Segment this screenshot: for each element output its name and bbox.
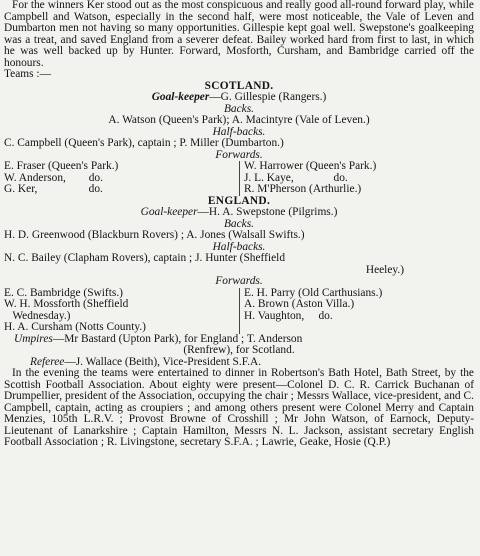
scotland-forwards <box>4 161 474 196</box>
player-line: A. Brown (Aston Villa.) <box>244 298 355 310</box>
england-goalkeeper: —H. A. Swepstone (Pilgrims.) <box>197 206 338 218</box>
scotland-goalkeeper: —G. Gillespie (Rangers.) <box>209 91 327 103</box>
player-line: R. M'Pherson (Arthurlie.) <box>244 183 362 195</box>
match-report-paragraph: For the winners Ker stood out as the most conspicuous and really good all-round forward play, while Campbell and Watson, especially in the second half, were most noticeable, the Vale of Leven and Dumbarton men not having so many opportunities. Gillespie kept goal well. Swepstone's goalkeeping was a treat, and saved England from a severer defeat. Bailey worked hard from first to last, in which he was well backed up by Hunter. Forward, Mosforth, Cursham, and Bambridge carried off the honours. <box>4 0 474 69</box>
player-line: J. L. Kaye, do. <box>244 171 348 184</box>
england-backs-label: Backs. <box>223 217 255 230</box>
player-line: E. H. Parry (Old Carthusians.) <box>244 286 383 299</box>
umpires-text: —Mr Bastard (Upton Park), for England ; T. Anderson <box>52 332 303 345</box>
england-backs: H. D. Greenwood (Blackburn Rovers) ; A. Jones (Walsall Swifts.) <box>4 229 305 241</box>
scotland-heading: SCOTLAND. <box>204 79 274 92</box>
scotland-backs-label: Backs. <box>223 102 255 115</box>
goalkeeper-label: Goal-keeper <box>151 91 210 103</box>
scotland-halfbacks-label: Half-backs. <box>212 125 266 138</box>
england-forwards-right <box>239 288 474 334</box>
england-goalkeeper-line <box>4 207 474 219</box>
england-halfbacks-cont: Heeley.) <box>365 263 404 276</box>
player-line: W. Anderson, do. <box>4 171 103 184</box>
dinner-paragraph: In the evening the teams were entertained to dinner in Robertson's Bath Hotel, Bath Street, by the Scottish Football Association. About eighty were present—Colonel D. C. R. Carrick Buchanan of Drumpellier, president of the Association, occupying the chair ; Messrs Wallace, vice-president, and C. Campbell, captain, acting as croupiers ; and among others present were Colonel Merry and Captain Menzies, 105th L.R.V. ; Provost Browne of Crosshill ; Mr John Watson, of Earnock, Deputy-Lieutenant of Lanarkshire ; Captain Hamilton, Messrs N. L. Jackson, assistant secretary English Football Association ; R. Livingstone, secretary S.F.A. ; Lawrie, Geake, Hosie (Q.P.) <box>4 367 474 448</box>
scotland-forwards-left <box>4 161 239 196</box>
teams-label: Teams :— <box>4 68 51 80</box>
referee-label: Referee <box>30 355 65 368</box>
referee-text: —J. Wallace (Beith), Vice-President S.F.A. <box>64 355 262 368</box>
player-line: E. C. Bambridge (Swifts.) <box>4 286 123 299</box>
player-line: H. A. Cursham (Notts County.) <box>4 321 146 333</box>
player-line: E. Fraser (Queen's Park.) <box>4 160 119 172</box>
newspaper-clipping <box>4 0 474 449</box>
england-forwards-left <box>4 288 239 334</box>
scotland-forwards-right <box>239 161 474 196</box>
player-line: W. H. Mossforth (Sheffield <box>4 298 129 310</box>
scotland-forwards-label: Forwards. <box>215 148 263 161</box>
umpires-line-2: (Renfrew), for Scotland. <box>183 344 295 356</box>
player-line: W. Harrower (Queen's Park.) <box>244 160 377 172</box>
goalkeeper-label: Goal-keeper <box>140 206 198 218</box>
england-heading: ENGLAND. <box>207 194 271 207</box>
england-forwards <box>4 288 474 334</box>
england-halfbacks-label: Half-backs. <box>212 240 266 253</box>
umpires-label: Umpires <box>14 332 53 345</box>
england-forwards-label: Forwards. <box>215 275 263 287</box>
player-line: H. Vaughton, do. <box>244 309 333 322</box>
scotland-backs: A. Watson (Queen's Park); A. Macintyre (Vale of Leven.) <box>108 114 370 126</box>
england-halfbacks: N. C. Bailey (Clapham Rovers), captain ; J. Hunter (Sheffield <box>4 252 286 264</box>
scotland-halfbacks: C. Campbell (Queen's Park), captain ; P. Miller (Dumbarton.) <box>4 137 284 149</box>
scotland-goalkeeper-line <box>4 92 474 104</box>
player-line: Wednesday.) <box>4 309 71 322</box>
player-line: G. Ker, do. <box>4 183 103 195</box>
